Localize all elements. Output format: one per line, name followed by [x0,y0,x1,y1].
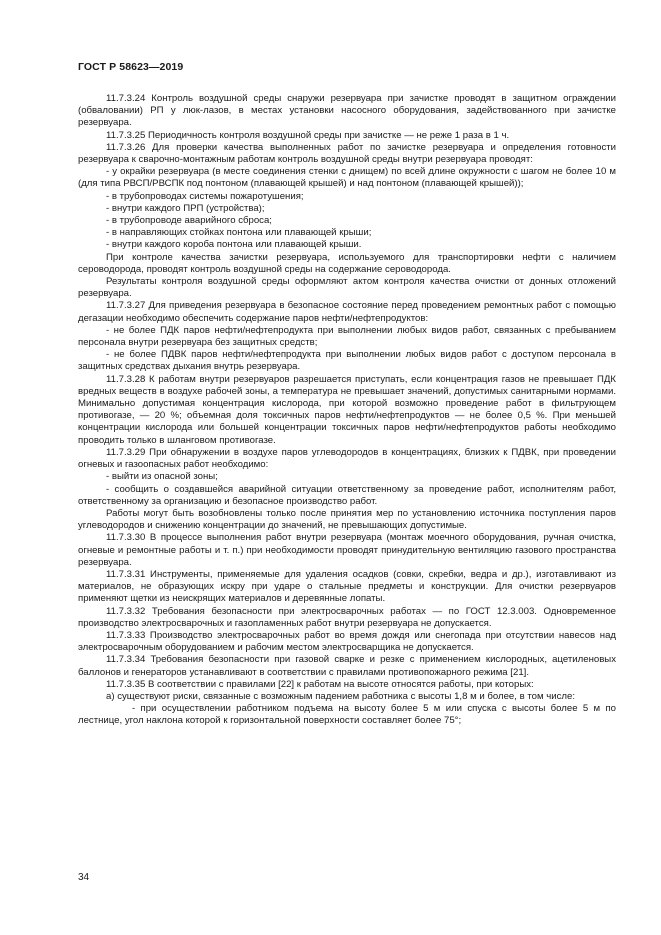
list-item: - при осуществлении работником подъема на высоту более 5 м или спуска с высоты более 5 м по лестнице, угол наклона которой к горизонтальной поверхности составляет более 75°; [78,703,616,727]
list-item: - сообщить о создавшейся аварийной ситуации ответственному за проведение работ, исполнителям работ, ответственному за организацию и безопасное производство работ. [78,483,616,507]
list-item: - выйти из опасной зоны; [106,471,218,483]
list-item: - не более ПДВК паров нефти/нефтепродукта при выполнении любых видов работ с доступом персонала в защитных средствах дыхания внутрь резервуара. [78,349,616,373]
paragraph: 11.7.3.30 В процессе выполнения работ внутри резервуара (монтаж моечного оборудования, ручная очистка, огневые и ремонтные работы и т. п.) при необходимости проводят принудительную вентиляцию газового пространства резервуара. [78,532,616,568]
page-number: 34 [78,872,90,883]
document-header: ГОСТ Р 58623—2019 [78,61,184,73]
paragraph: 11.7.3.34 Требования безопасности при газовой сварке и резке с применением кислородных, ацетиленовых баллонов и генераторов устанавливают в соответствии с правилами противопожарного режима [21]. [78,654,616,678]
paragraph: 11.7.3.32 Требования безопасности при электросварочных работах — по ГОСТ 12.3.003. Одновременное производство электросварочных и газопламенных работ внутри резервуара не допускается. [78,605,616,629]
paragraph: 11.7.3.28 К работам внутри резервуаров разрешается приступать, если концентрация газов не превышает ПДК вредных веществ в воздухе рабочей зоны, а температура не превышает значений, допустимых санитарными нормами. Минимально допустимая концентрация кислорода, при которой возможно проведение работ в фильтрующем противогазе, — 20 %; объемная доля токсичных паров нефти/нефтепродуктов — не более 0,5 %. При меньшей концентрации кислорода или большей концентрации токсичных паров нефти/нефтепродуктов работы необходимо проводить только в шланговом противогазе. [78,373,616,446]
paragraph: 11.7.3.29 При обнаружении в воздухе паров углеводородов в концентрациях, близких к ПДВК, при проведении огневых и газоопасных работ необходимо: [78,446,616,471]
list-item: - в трубопроводах системы пожаротушения; [106,190,304,202]
paragraph: 11.7.3.31 Инструменты, применяемые для удаления осадков (совки, скребки, ведра и др.), изготавливают из материалов, не образующих искру при ударе о стальные предметы и конструкции. Для очистки резервуаров применяют щетки из неискрящих материалов и деревянные лопаты. [78,568,616,605]
list-item: - внутри каждого короба понтона или плавающей крыши. [106,239,362,251]
list-item: - не более ПДК паров нефти/нефтепродукта при выполнении любых видов работ, связанных с пребыванием персонала внутри резервуара без защитных средств; [78,324,616,349]
paragraph: 11.7.3.24 Контроль воздушной среды снаружи резервуара при зачистке проводят в защитном ограждении (обваловании) РП у люк-лазов, в местах установки насосного оборудования, задействованного при зачистке резервуара. [78,93,616,129]
list-item: - у окрайки резервуара (в месте соединения стенки с днищем) по всей длине окружности с шагом не более 10 м (для типа РВСП/РВСПК под понтоном (плавающей крышей) и над понтоном (плавающей крышей)); [78,166,616,190]
paragraph: Результаты контроля воздушной среды оформляют актом контроля качества очистки от донных отложений резервуара. [78,276,616,300]
list-item: - внутри каждого ПРП (устройства); [106,202,265,214]
paragraph: 11.7.3.33 Производство электросварочных работ во время дождя или снегопада при отсутствии навесов над электросварочным оборудованием и рабочим местом электросварщика не допускается. [78,629,616,654]
document-body [78,93,616,728]
paragraph: 11.7.3.26 Для проверки качества выполненных работ по зачистке резервуара и определения готовности резервуара к сварочно-монтажным работам контроль воздушной среды внутри резервуара проводят: [78,141,616,166]
paragraph: Работы могут быть возобновлены только после принятия мер по установлению источника поступления паров углеводородов и снижению концентрации до значений, не превышающих допустимые. [78,507,616,532]
list-item: - в направляющих стойках понтона или плавающей крыши; [106,227,372,239]
paragraph: При контроле качества зачистки резервуара, используемого для транспортировки нефти с наличием сероводорода, проводят контроль воздушной среды на содержание сероводорода. [78,251,616,275]
list-item: - в трубопроводе аварийного сброса; [106,215,272,227]
paragraph: а) существуют риски, связанные с возможным падением работника с высоты 1,8 м и более, в том числе: [106,690,576,702]
paragraph: 11.7.3.35 В соответствии с правилами [22] к работам на высоте относятся работы, при которых: [106,678,534,690]
paragraph: 11.7.3.27 Для приведения резервуара в безопасное состояние перед проведением ремонтных работ с помощью дегазации необходимо обеспечить содержание паров нефти/нефтепродуктов: [78,300,616,324]
paragraph: 11.7.3.25 Периодичность контроля воздушной среды при зачистке — не реже 1 раза в 1 ч. [106,129,510,141]
